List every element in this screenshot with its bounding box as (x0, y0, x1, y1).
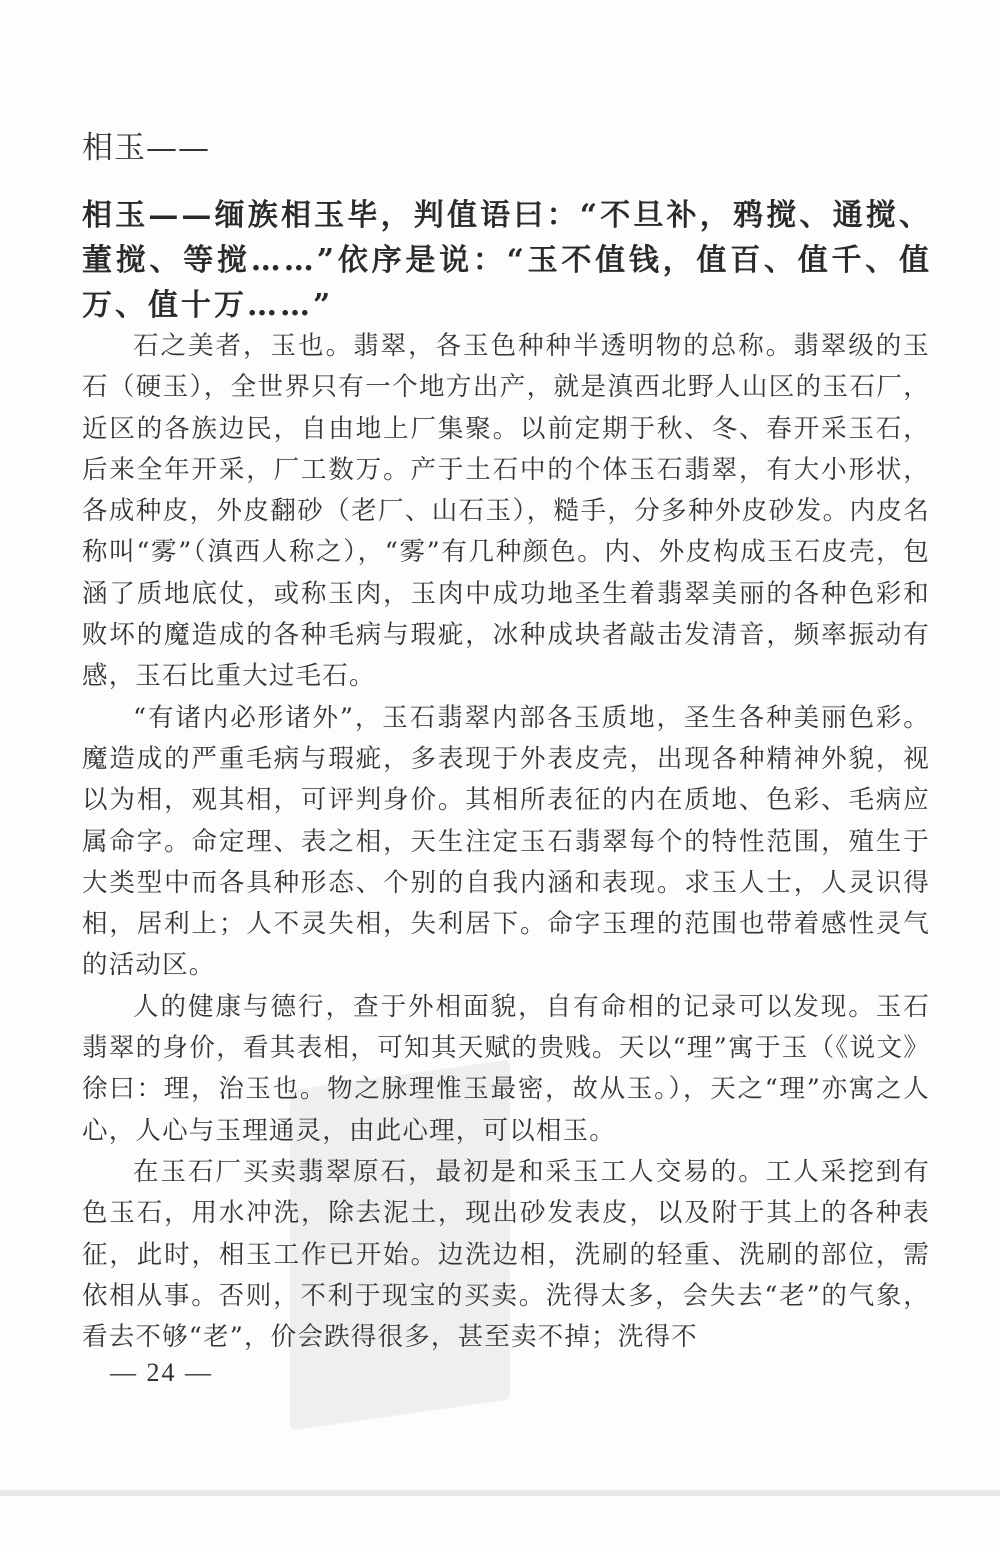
section-heading: 相玉—— (82, 130, 210, 166)
paragraph: “有诸内必形诸外”，玉石翡翠内部各玉质地，圣生各种美丽色彩。魔造成的严重毛病与瑕疵，多表现于外表皮壳，出现各种精神外貌，视以为相，观其相，可评判身价。其相所表征的内在质地、色彩、毛病应属命字。命定理、表之相，天生注定玉石翡翠每个的特性范围，殖生于大类型中而各具种形态、个别的自我内涵和表现。求玉人士，人灵识得相，居利上；人不灵失相，失利居下。命字玉理的范围也带着感性灵气的活动区。 (82, 702, 930, 981)
paragraph: 人的健康与德行，查于外相面貌，自有命相的记录可以发现。玉石翡翠的身价，看其表相，可知其天赋的贵贱。天以“理”寓于玉（《说文》徐曰：理，治玉也。物之脉理惟玉最密，故从玉。），天之“理”亦寓之人心，人心与玉理通灵，由此心理，可以相玉。 (82, 991, 930, 1146)
body-text (82, 326, 930, 1358)
paragraph: 在玉石厂买卖翡翠原石，最初是和采玉工人交易的。工人采挖到有色玉石，用水冲洗，除去泥土，现出砂发表皮，以及附于其上的各种表征，此时，相玉工作已开始。边洗边相，洗刷的轻重、洗刷的部位，需依相从事。否则，不利于现宝的买卖。洗得太多，会失去“老”的气象，看去不够“老”，价会跌得很多，甚至卖不掉；洗得不 (82, 1156, 930, 1353)
paragraph: 石之美者，玉也。翡翠，各玉色种种半透明物的总称。翡翠级的玉石（硬玉），全世界只有一个地方出产，就是滇西北野人山区的玉石厂，近区的各族边民，自由地上厂集聚。以前定期于秋、冬、春开采玉石，后来全年开采，厂工数万。产于土石中的个体玉石翡翠，有大小形状，各成种皮，外皮翻砂（老厂、山石玉），糙手，分多种外皮砂发。内皮名称叫“雾”（滇西人称之），“雾”有几种颜色。内、外皮构成玉石皮壳，包涵了质地底仗，或称玉肉，玉肉中成功地圣生着翡翠美丽的各种色彩和败坏的魔造成的各种毛病与瑕疵，冰种成块者敲击发清音，频率振动有感，玉石比重大过毛石。 (82, 331, 930, 692)
epigraph: 相玉——缅族相玉毕，判值语曰：“不旦补，鸦搅、通搅、董搅、等搅……”依序是说：“玉不值钱，值百、值千、值万、值十万……” (82, 198, 932, 323)
page-edge-divider (0, 1490, 1000, 1496)
page-number: — 24 — (110, 1358, 213, 1387)
